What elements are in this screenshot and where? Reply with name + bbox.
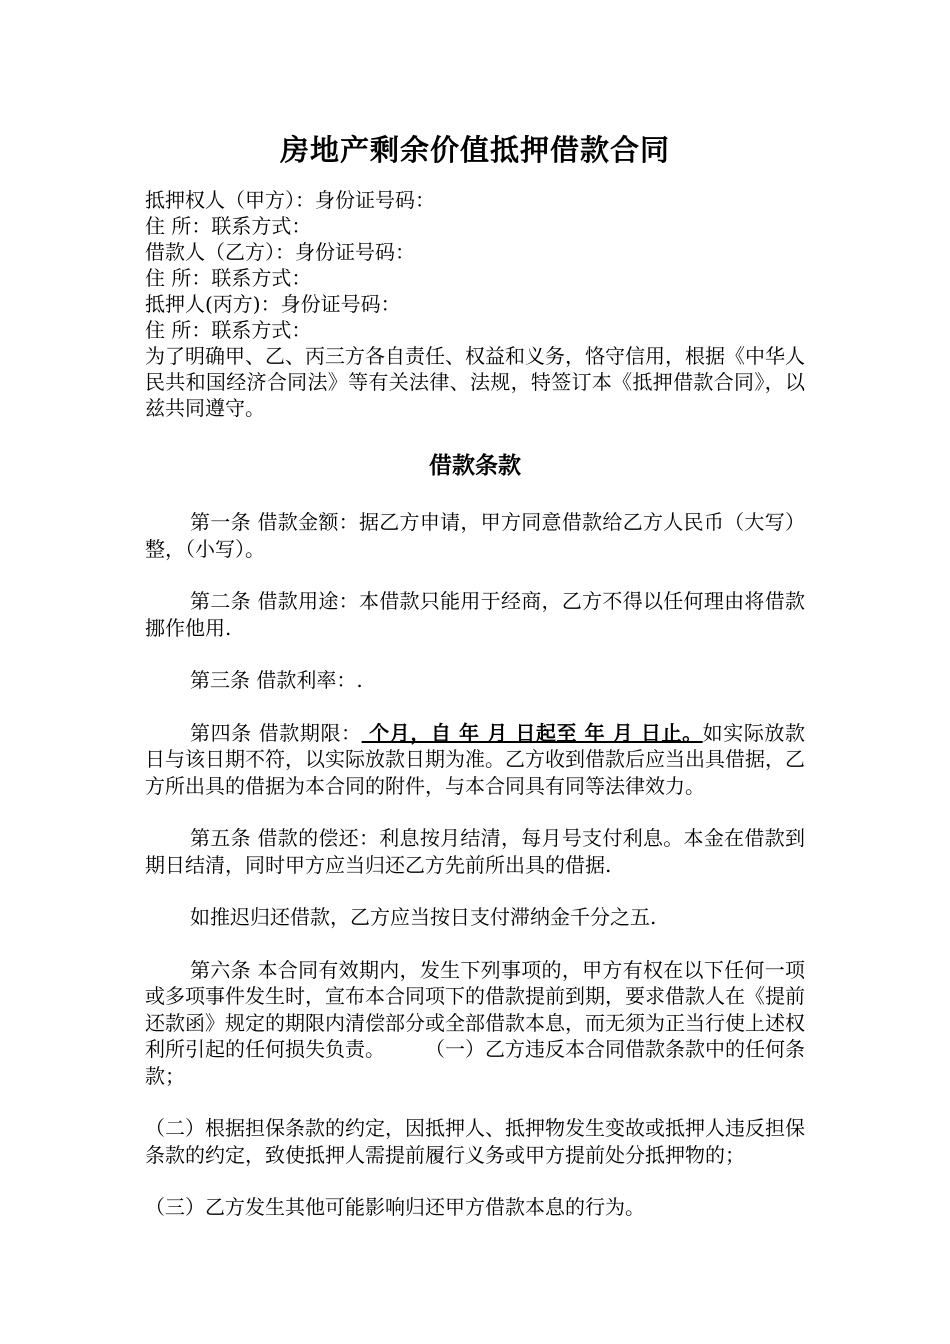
- party-line-lender: 抵押权人（甲方）：身份证号码：: [145, 188, 435, 212]
- contract-title: 房地产剩余价值抵押借款合同: [279, 133, 670, 167]
- party-line-borrower-address: 住 所：联系方式：: [145, 266, 312, 290]
- article-1: 第一条 借款金额：据乙方申请，甲方同意借款给乙方人民币（大写）整，（小写）。: [145, 510, 805, 561]
- article-4-lead: 第四条 借款期限：: [190, 720, 362, 745]
- article-4-rest: 如实际放款日与该日期不符，以实际放款日期为准。乙方收到借款后应当出具借据，乙方所出具的借据为本合同的附件，与本合同具有同等法律效力。: [145, 720, 805, 798]
- article-5: 第五条 借款的偿还：利息按月结清，每月号支付利息。本金在借款到期日结清，同时甲方应当归还乙方先前所出具的借据.: [145, 826, 805, 877]
- article-3: 第三条 借款利率：.: [190, 668, 363, 692]
- parties-block: [145, 187, 805, 343]
- document-body: [145, 130, 805, 1247]
- party-line-mortgagor-address: 住 所：联系方式：: [145, 318, 312, 342]
- preamble-paragraph: 为了明确甲、乙、丙三方各自责任、权益和义务，恪守信用，根据《中华人民共和国经济合同法》等有关法律、法规，特签订本《抵押借款合同》，以兹共同遵守。: [145, 344, 805, 420]
- article-2: 第二条 借款用途：本借款只能用于经商，乙方不得以任何理由将借款挪作他用.: [145, 589, 805, 640]
- party-line-mortgagor: 抵押人(丙方)：身份证号码：: [145, 292, 401, 316]
- article-6-main: 第六条 本合同有效期内，发生下列事项的，甲方有权在以下任何一项或多项事件发生时，宣布本合同项下的借款提前到期，要求借款人在《提前还款函》规定的期限内清偿部分或全部借款本息，而无须为正当行使上述权利所引起的任何损失负责。: [145, 957, 805, 1061]
- article-5-penalty: 如推迟归还借款，乙方应当按日支付滞纳金千分之五.: [190, 905, 657, 929]
- party-line-borrower: 借款人（乙方）：身份证号码：: [145, 240, 415, 264]
- article-4-term-blank: 个月，自 年 月 日起至 年 月 日止。: [361, 720, 703, 745]
- section-title: 借款条款: [429, 452, 521, 479]
- article-6-item-1: （一）乙方违反本合同借款条款中的任何条款；: [145, 1037, 805, 1088]
- article-4: [145, 720, 805, 800]
- article-6-item-2: （二）根据担保条款的约定，因抵押人、抵押物发生变故或抵押人违反担保条款的约定，致使抵押人需提前履行义务或甲方提前处分抵押物的；: [145, 1116, 805, 1167]
- party-line-lender-address: 住 所：联系方式：: [145, 214, 312, 238]
- article-6: [145, 957, 805, 1090]
- article-6-item-3: （三）乙方发生其他可能影响归还甲方借款本息的行为。: [145, 1195, 645, 1219]
